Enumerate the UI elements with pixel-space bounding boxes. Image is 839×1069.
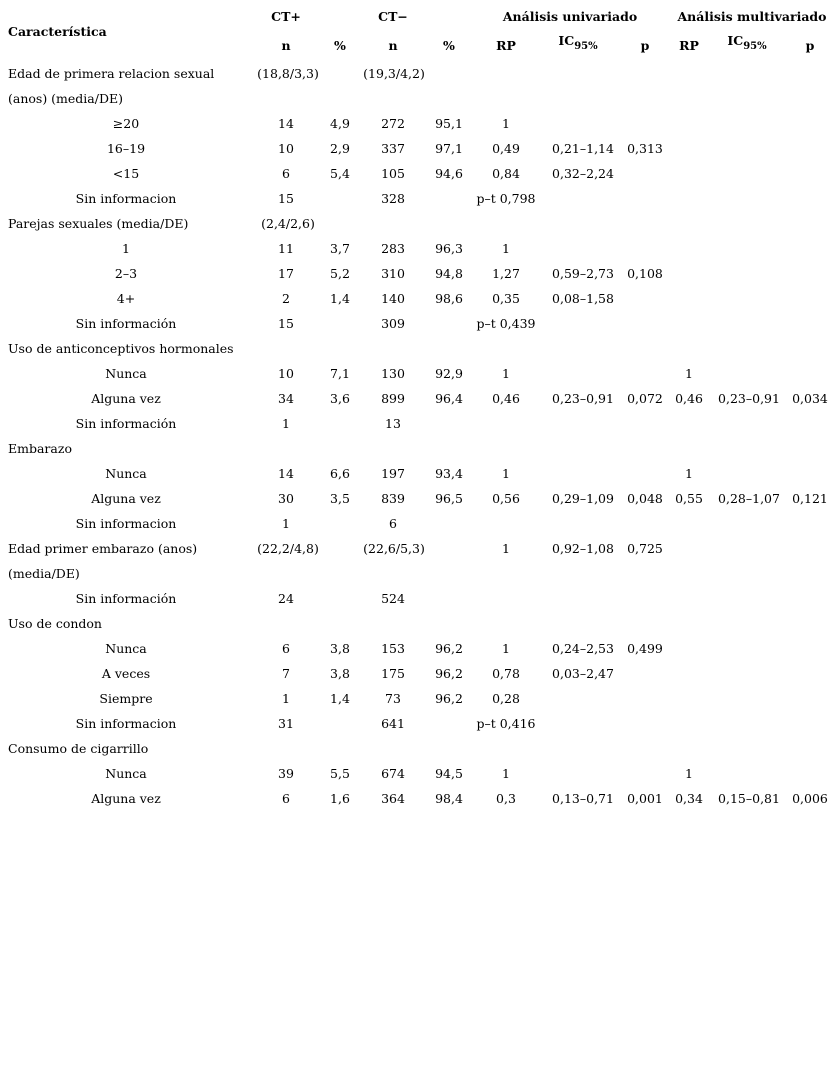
cell-ct-pos-pct: 3,5	[330, 491, 350, 506]
header-uni-rp: RP	[496, 38, 516, 53]
ic-subscript: 95%	[743, 41, 767, 52]
cell-ct-pos-n: 2	[282, 291, 290, 306]
cell-uni-p: 0,048	[627, 491, 663, 506]
cell-ct-neg-pct: 94,6	[435, 166, 463, 181]
cell-ct-pos-pct: 5,2	[330, 266, 350, 281]
cell-multi-p: 0,034	[792, 391, 828, 406]
cell-uni-rp: 1	[502, 641, 510, 656]
table-row	[0, 714, 839, 739]
cell-multi-ic: 0,15–0,81	[718, 791, 780, 806]
cell-multi-rp: 0,46	[675, 391, 703, 406]
cell-ct-neg-n: 130	[381, 366, 405, 381]
item-label: Sin información	[75, 316, 177, 331]
cell-uni-p: 0,313	[627, 141, 663, 156]
table-row	[0, 289, 839, 314]
cell-ct-pos-pct: 2,9	[330, 141, 350, 156]
cell-ct-pos-n: 30	[278, 491, 294, 506]
cell-ct-pos-n: 31	[278, 716, 294, 731]
cell-ct-neg-n: 328	[381, 191, 405, 206]
cell-ct-neg-pct: 94,8	[435, 266, 463, 281]
cell-ct-neg-pct: 98,4	[435, 791, 463, 806]
cell-ct-pos-n: 7	[282, 666, 290, 681]
cell-ct-pos-pct: 5,5	[330, 766, 350, 781]
cell-ct-neg-n: 175	[381, 666, 405, 681]
cell-ct-neg-n: 337	[381, 141, 405, 156]
group-label: Edad primer embarazo (anos)	[8, 541, 198, 556]
ic-subscript: 95%	[574, 41, 598, 52]
cell-ct-neg-n: 641	[381, 716, 405, 731]
item-label: 4+	[116, 291, 136, 306]
table-row	[0, 639, 839, 664]
cell-ct-neg-n: 899	[381, 391, 405, 406]
cell-uni-ic: 0,92–1,08	[552, 541, 614, 556]
item-label: 1	[122, 241, 130, 256]
table-row	[0, 514, 839, 539]
table-group-row	[0, 439, 839, 464]
table-group-row	[0, 739, 839, 764]
cell-ct-neg-n: 272	[381, 116, 405, 131]
cell-uni-rp: 0,78	[492, 666, 520, 681]
cell-uni-rp: 0,46	[492, 391, 520, 406]
cell-ct-neg-n: 140	[381, 291, 405, 306]
cell-ct-pos-pct: 3,7	[330, 241, 350, 256]
header-ct-negative: CT−	[378, 9, 408, 24]
cell-uni-p: 0,108	[627, 266, 663, 281]
group-label: (anos) (media/DE)	[8, 91, 123, 106]
cell-uni-ic: 0,24–2,53	[552, 641, 614, 656]
header-ct-positive: CT+	[271, 9, 301, 24]
cell-ct-neg-pct: 96,2	[435, 691, 463, 706]
item-label: 2–3	[114, 266, 138, 281]
cell-ct-pos-n: 34	[278, 391, 294, 406]
table-row	[0, 664, 839, 689]
cell-uni-rp: 1	[502, 241, 510, 256]
table-row	[0, 464, 839, 489]
item-label: Nunca	[105, 641, 147, 656]
group-label: Consumo de cigarrillo	[8, 741, 149, 756]
cell-ct-neg-n: 524	[381, 591, 405, 606]
cell-ct-pos-pct: 1,6	[330, 791, 350, 806]
cell-ct-neg-n: 197	[381, 466, 405, 481]
table-row	[0, 764, 839, 789]
cell-uni-rp: 0,56	[492, 491, 520, 506]
cell-ct-neg-pct: 96,3	[435, 241, 463, 256]
cell-uni-p: 0,072	[627, 391, 663, 406]
cell-ct-neg-n: 105	[381, 166, 405, 181]
item-label: Sin informacion	[75, 716, 177, 731]
cell-uni-rp: 1,27	[492, 266, 520, 281]
cell-multi-rp: 1	[685, 766, 693, 781]
cell-ct-neg-n: 283	[381, 241, 405, 256]
cell-ct-pos-n: 6	[282, 641, 290, 656]
table-row	[0, 239, 839, 264]
cell-ct-neg-n: 674	[381, 766, 405, 781]
cell-uni-pt: p–t 0,439	[476, 316, 536, 331]
item-label: Nunca	[105, 366, 147, 381]
header-multi-p: p	[805, 38, 815, 53]
group-label: Parejas sexuales (media/DE)	[8, 216, 189, 231]
cell-multi-ic: 0,28–1,07	[718, 491, 780, 506]
table-row	[0, 314, 839, 339]
cell-ct-pos-n: 10	[278, 366, 294, 381]
cell-uni-p: 0,001	[627, 791, 663, 806]
item-label: Sin información	[75, 591, 177, 606]
header-uni-ic	[558, 33, 597, 52]
cell-uni-ic: 0,59–2,73	[552, 266, 614, 281]
table-row	[0, 114, 839, 139]
cell-uni-rp: 1	[502, 116, 510, 131]
table-group-row	[0, 214, 839, 239]
item-label: Sin informacion	[75, 191, 177, 206]
item-label: Alguna vez	[91, 491, 161, 506]
cell-ct-neg-n: 6	[389, 516, 397, 531]
cell-ct-neg-pct: 93,4	[435, 466, 463, 481]
cell-ct-pos-n: 1	[282, 416, 290, 431]
table-row	[0, 414, 839, 439]
cell-ct-pos-pct: 7,1	[330, 366, 350, 381]
table-row	[0, 189, 839, 214]
cell-ct-pos-n: (2,4/2,6)	[261, 216, 315, 231]
header-caracteristica: Característica	[8, 24, 107, 39]
cell-ct-pos-n: 15	[278, 316, 294, 331]
cell-ct-pos-n: 24	[278, 591, 294, 606]
table-row	[0, 139, 839, 164]
cell-uni-rp: 1	[502, 366, 510, 381]
header-uni-p: p	[640, 38, 650, 53]
cell-multi-rp: 0,34	[675, 791, 703, 806]
cell-ct-pos-n: 6	[282, 166, 290, 181]
table-row	[0, 489, 839, 514]
cell-multi-p: 0,006	[792, 791, 828, 806]
table-row	[0, 389, 839, 414]
item-label: ≥20	[112, 116, 140, 131]
cell-ct-neg-n: 73	[385, 691, 401, 706]
cell-ct-pos-pct: 1,4	[330, 691, 350, 706]
cell-uni-rp: 0,49	[492, 141, 520, 156]
table-group-row	[0, 539, 839, 564]
cell-uni-rp: 0,84	[492, 166, 520, 181]
table-row	[0, 264, 839, 289]
ic-label: IC	[727, 33, 744, 48]
cell-uni-ic: 0,21–1,14	[552, 141, 614, 156]
cell-ct-pos-n: (18,8/3,3)	[257, 66, 319, 81]
cell-ct-neg-n: 309	[381, 316, 405, 331]
cell-ct-pos-pct: 5,4	[330, 166, 350, 181]
item-label: Siempre	[99, 691, 153, 706]
group-label: Uso de anticonceptivos hormonales	[8, 341, 234, 356]
cell-multi-rp: 1	[685, 466, 693, 481]
cell-multi-ic: 0,23–0,91	[718, 391, 780, 406]
cell-ct-neg-n: 839	[381, 491, 405, 506]
ic-label: IC	[558, 33, 575, 48]
cell-ct-neg-pct: 98,6	[435, 291, 463, 306]
cell-ct-neg-n: 153	[381, 641, 405, 656]
cell-ct-pos-n: 15	[278, 191, 294, 206]
cell-uni-rp: 0,35	[492, 291, 520, 306]
cell-ct-neg-n: (22,6/5,3)	[363, 541, 425, 556]
cell-ct-neg-pct: 96,5	[435, 491, 463, 506]
cell-ct-pos-n: 10	[278, 141, 294, 156]
table-group-row	[0, 614, 839, 639]
cell-uni-ic: 0,13–0,71	[552, 791, 614, 806]
cell-ct-pos-n: 14	[278, 466, 294, 481]
header-multi-rp: RP	[679, 38, 699, 53]
cell-ct-pos-n: 6	[282, 791, 290, 806]
cell-ct-pos-n: 1	[282, 691, 290, 706]
cell-uni-ic: 0,03–2,47	[552, 666, 614, 681]
cell-ct-pos-pct: 4,9	[330, 116, 350, 131]
cell-uni-rp: 1	[502, 766, 510, 781]
cell-ct-pos-n: (22,2/4,8)	[257, 541, 319, 556]
item-label: A veces	[101, 666, 151, 681]
cell-uni-ic: 0,29–1,09	[552, 491, 614, 506]
cell-uni-rp: 1	[502, 541, 510, 556]
cell-uni-p: 0,725	[627, 541, 663, 556]
cell-ct-neg-pct: 97,1	[435, 141, 463, 156]
item-label: Alguna vez	[91, 391, 161, 406]
cell-multi-p: 0,121	[792, 491, 828, 506]
table-row	[0, 589, 839, 614]
cell-ct-neg-pct: 95,1	[435, 116, 463, 131]
item-label: Nunca	[105, 466, 147, 481]
table-group-row	[0, 564, 839, 589]
cell-ct-pos-n: 1	[282, 516, 290, 531]
item-label: Nunca	[105, 766, 147, 781]
cell-uni-rp: 0,28	[492, 691, 520, 706]
item-label: Alguna vez	[91, 791, 161, 806]
cell-ct-pos-n: 39	[278, 766, 294, 781]
item-label: Sin informacion	[75, 516, 177, 531]
cell-ct-pos-pct: 6,6	[330, 466, 350, 481]
table-row	[0, 689, 839, 714]
item-label: Sin información	[75, 416, 177, 431]
table-row	[0, 364, 839, 389]
cell-uni-ic: 0,32–2,24	[552, 166, 614, 181]
table-group-row	[0, 89, 839, 114]
header-multi-ic	[727, 33, 766, 52]
cell-ct-neg-n: 364	[381, 791, 405, 806]
cell-uni-rp: 0,3	[496, 791, 516, 806]
cell-ct-neg-n: 13	[385, 416, 401, 431]
cell-ct-pos-pct: 3,6	[330, 391, 350, 406]
item-label: 16–19	[106, 141, 146, 156]
cell-multi-rp: 1	[685, 366, 693, 381]
cell-ct-pos-n: 17	[278, 266, 294, 281]
item-label: <15	[112, 166, 140, 181]
table-group-row	[0, 64, 839, 89]
group-label: Uso de condon	[8, 616, 102, 631]
header-ct-pos-pct: %	[334, 38, 346, 53]
cell-uni-ic: 0,23–0,91	[552, 391, 614, 406]
cell-uni-p: 0,499	[627, 641, 663, 656]
cell-ct-pos-n: 14	[278, 116, 294, 131]
cell-ct-pos-pct: 3,8	[330, 641, 350, 656]
group-label: (media/DE)	[8, 566, 80, 581]
cell-ct-pos-n: 11	[278, 241, 294, 256]
header-ct-pos-n: n	[281, 38, 291, 53]
group-label: Edad de primera relacion sexual	[8, 66, 215, 81]
cell-ct-neg-pct: 96,2	[435, 666, 463, 681]
table-group-row	[0, 339, 839, 364]
header-ct-neg-pct: %	[443, 38, 455, 53]
table-row	[0, 164, 839, 189]
header-analisis-multivariado: Análisis multivariado	[677, 9, 827, 24]
cell-uni-ic: 0,08–1,58	[552, 291, 614, 306]
cell-multi-rp: 0,55	[675, 491, 703, 506]
cell-ct-neg-pct: 92,9	[435, 366, 463, 381]
cell-ct-neg-n: (19,3/4,2)	[363, 66, 425, 81]
cell-ct-pos-pct: 1,4	[330, 291, 350, 306]
cell-ct-pos-pct: 3,8	[330, 666, 350, 681]
group-label: Embarazo	[8, 441, 72, 456]
cell-ct-neg-n: 310	[381, 266, 405, 281]
cell-ct-neg-pct: 94,5	[435, 766, 463, 781]
header-analisis-univariado: Análisis univariado	[502, 9, 638, 24]
cell-uni-pt: p–t 0,416	[476, 716, 536, 731]
cell-ct-neg-pct: 96,2	[435, 641, 463, 656]
cell-uni-pt: p–t 0,798	[476, 191, 536, 206]
table-row	[0, 789, 839, 814]
cell-ct-neg-pct: 96,4	[435, 391, 463, 406]
cell-uni-rp: 1	[502, 466, 510, 481]
header-ct-neg-n: n	[388, 38, 398, 53]
